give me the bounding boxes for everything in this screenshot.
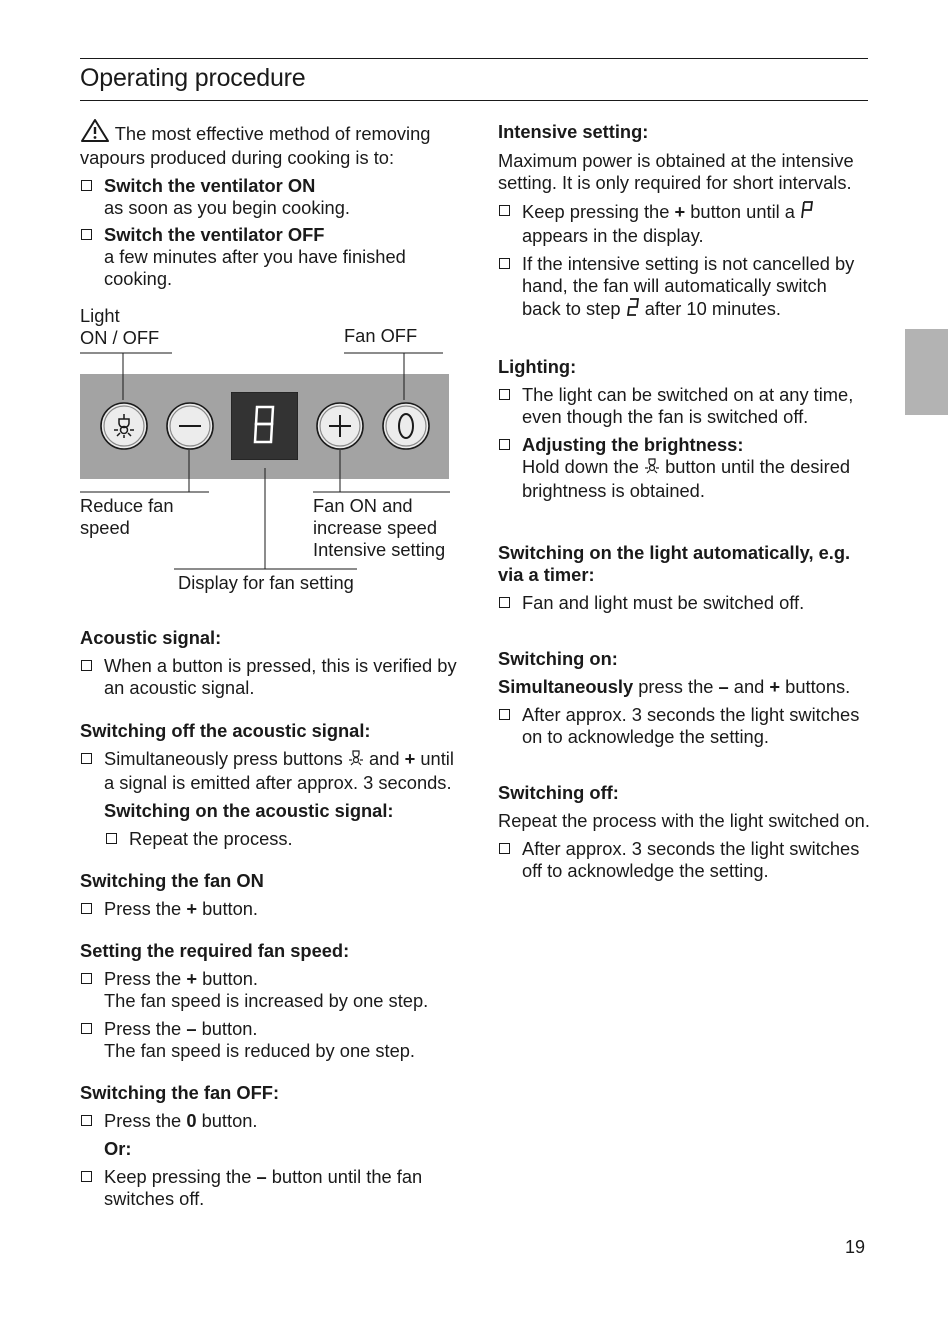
label-increase-speed: increase speed: [313, 517, 437, 538]
fan-off-item2-post: button until the fan switches off.: [104, 1166, 423, 1209]
intensive-item1-key: +: [674, 201, 686, 222]
lighting-item2: [498, 434, 870, 502]
fan-off-item2: [80, 1166, 460, 1210]
label-light-on-off: ON / OFF: [80, 327, 160, 348]
label-reduce-fan: Reduce fan: [80, 495, 174, 516]
intro-item-off-bold: Switch the ventilator OFF: [104, 224, 325, 245]
speed-item2-line2: The fan speed is reduced by one step.: [104, 1040, 415, 1061]
label-intensive-setting: Intensive setting: [313, 539, 446, 560]
fan-off-heading: Switching the fan OFF:: [80, 1082, 280, 1103]
intro-item-on-text: as soon as you begin cooking.: [104, 197, 350, 218]
fan-off-or: Or:: [104, 1138, 132, 1159]
lighting-item1-text: The light can be switched on at any time, even though the fan is switched off.: [522, 384, 854, 427]
right-column: [498, 121, 870, 882]
acoustic-off-heading: Switching off the acoustic signal:: [80, 720, 371, 741]
acoustic-on-heading: Switching on the acoustic signal:: [104, 800, 394, 821]
speed-item2-key: –: [186, 1018, 197, 1039]
label-display: Display for fan setting: [178, 572, 354, 593]
minus-button[interactable]: [165, 401, 215, 451]
speed-item2-pre: Press the: [104, 1018, 182, 1039]
display-p-icon: [800, 200, 814, 225]
left-lower: [80, 627, 460, 1210]
fan-off-button[interactable]: [381, 401, 431, 451]
on-item: [498, 704, 870, 748]
off-text: Repeat the process with the light switched on.: [498, 810, 870, 831]
acoustic-off-plus: +: [404, 748, 416, 769]
intro-item-off-text: a few minutes after you have finished cooking.: [104, 246, 406, 289]
intensive-item2: [498, 253, 870, 322]
fan-off-item2-key: –: [256, 1166, 267, 1187]
acoustic-off-text-b: until a signal is emitted after approx. 3 seconds.: [104, 748, 454, 793]
fan-off-item1-post: button.: [201, 1110, 258, 1131]
label-light: Light: [80, 305, 120, 326]
label-reduce-speed: speed: [80, 517, 130, 538]
on-text-plus: +: [769, 676, 781, 697]
on-heading: Switching on:: [498, 648, 618, 669]
speed-item-reduce: [80, 1018, 460, 1062]
fan-off-item1: [80, 1110, 460, 1132]
speed-item1-post: button.: [202, 968, 259, 989]
on-text-a: press the: [638, 676, 714, 697]
fan-on-plus: +: [186, 898, 198, 919]
speed-heading: Setting the required fan speed:: [80, 940, 350, 961]
intensive-item1-post: appears in the display.: [522, 225, 704, 246]
on-text-b: buttons.: [785, 676, 851, 697]
intensive-item1-mid: button until a: [690, 201, 795, 222]
off-item-text: After approx. 3 seconds the light switches off to acknowledge the setting.: [522, 838, 860, 881]
speed-item2-post: button.: [201, 1018, 258, 1039]
intensive-item1: [498, 200, 870, 247]
lighting-item1: [498, 384, 870, 428]
fan-off-item2-pre: Keep pressing the: [104, 1166, 252, 1187]
display-2-icon: [626, 297, 640, 322]
plus-button[interactable]: [315, 401, 365, 451]
intensive-item2-pre: If the intensive setting is not cancelled by hand, the fan will automatically switch back to step: [522, 253, 855, 319]
acoustic-off-text-a: Simultaneously press buttons: [104, 748, 343, 769]
intro-item-on-bold: Switch the ventilator ON: [104, 175, 316, 196]
fan-on-heading: Switching the fan ON: [80, 870, 264, 891]
speed-item-increase: [80, 968, 460, 1012]
lighting-item2-post: button until the desired brightness is obtained.: [522, 456, 851, 501]
label-fan-off: Fan OFF: [344, 325, 418, 346]
fan-on-item: [80, 898, 460, 920]
on-text-bold: Simultaneously: [498, 676, 634, 697]
acoustic-on-item-text: Repeat the process.: [129, 828, 293, 849]
on-text: [498, 676, 870, 698]
speed-item1-key: +: [186, 968, 198, 989]
light-bulb-icon: [348, 749, 364, 772]
on-item-text: After approx. 3 seconds the light switches on to acknowledge the setting.: [522, 704, 860, 747]
fan-on-post: button.: [202, 898, 259, 919]
fan-off-item1-key: 0: [186, 1110, 197, 1131]
light-bulb-icon: [644, 457, 660, 480]
auto-item-text: Fan and light must be switched off.: [522, 592, 805, 613]
page-number: 19: [845, 1237, 866, 1257]
intro-text: The most effective method of removing vapours produced during cooking is to:: [80, 123, 431, 168]
lighting-item2-bold: Adjusting the brightness:: [522, 434, 744, 455]
off-heading: Switching off:: [498, 782, 619, 803]
fan-off-item1-pre: Press the: [104, 1110, 182, 1131]
intensive-text: Maximum power is obtained at the intensive setting. It is only required for short intervals.: [498, 150, 854, 193]
intensive-item1-pre: Keep pressing the: [522, 201, 670, 222]
light-button[interactable]: [99, 401, 149, 451]
lighting-item2-pre: Hold down the: [522, 456, 639, 477]
off-item: [498, 838, 870, 882]
acoustic-on-item: [105, 828, 460, 850]
intensive-item2-post: after 10 minutes.: [644, 298, 781, 319]
intensive-heading: Intensive setting:: [498, 121, 649, 142]
label-fan-on: Fan ON and: [313, 495, 413, 516]
acoustic-off-item: [80, 748, 460, 794]
speed-item1-line2: The fan speed is increased by one step.: [104, 990, 429, 1011]
speed-item1-pre: Press the: [104, 968, 182, 989]
lighting-heading: Lighting:: [498, 356, 577, 377]
acoustic-off-text-and: and: [369, 748, 400, 769]
auto-heading: Switching on the light automatically, e.g. via a timer:: [498, 542, 851, 585]
page-title: Operating procedure: [80, 64, 306, 92]
acoustic-item-text: When a button is pressed, this is verified by an acoustic signal.: [104, 655, 457, 698]
auto-item: [498, 592, 870, 614]
on-text-and: and: [733, 676, 765, 697]
acoustic-item: [80, 655, 460, 699]
fan-setting-display: [231, 392, 298, 460]
fan-on-pre: Press the: [104, 898, 182, 919]
on-text-minus: –: [718, 676, 729, 697]
acoustic-heading: Acoustic signal:: [80, 627, 222, 648]
